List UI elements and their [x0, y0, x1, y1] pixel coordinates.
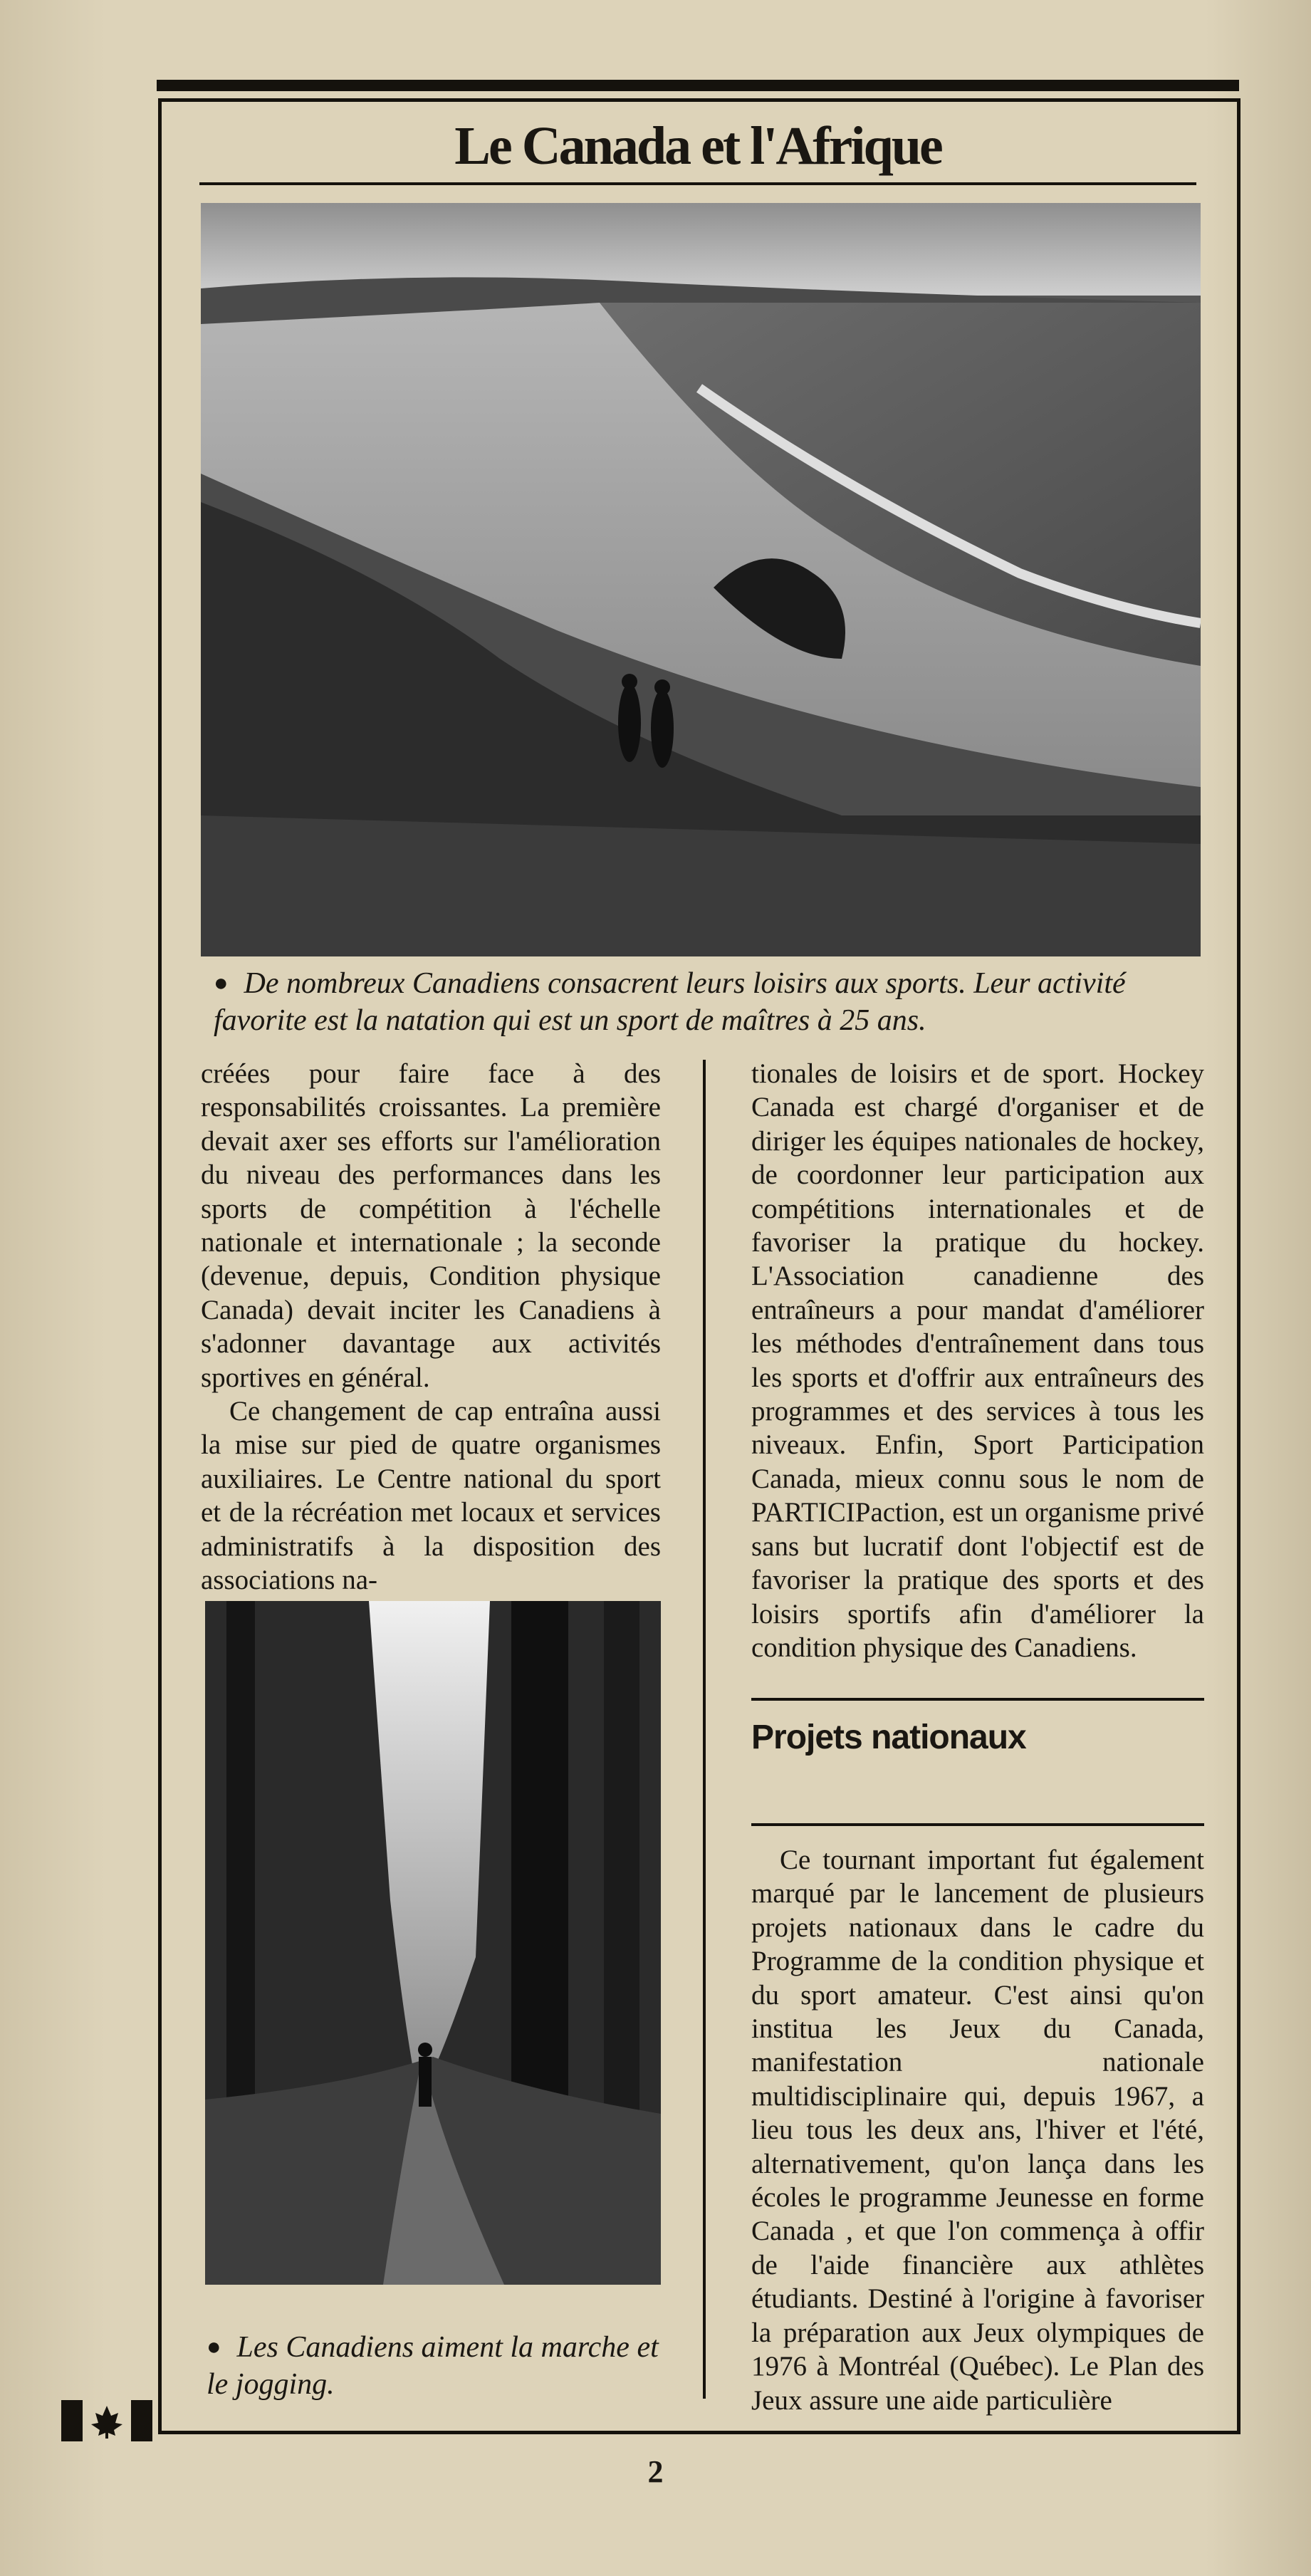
column-divider: [703, 1060, 706, 2399]
beach-photo: [201, 203, 1201, 956]
right-column-text-2: [751, 1843, 1204, 2417]
bullet-icon: ●: [207, 2334, 221, 2360]
section-rule-bottom: [751, 1823, 1204, 1826]
forest-photo: [205, 1601, 661, 2285]
beach-photo-caption: [214, 965, 1196, 1039]
canada-flag-logo-icon: [61, 2400, 152, 2441]
left-paragraph-1: créées pour faire face à des responsabilités croissantes. La première devait axer ses efforts sur l'amélioration du niveau des performances dans les sports de compétition à l'échelle nationale et internationale ; la seconde (devenue, depuis, Condition physique Canada) devait inciter les Canadiens à s'adonner davantage aux activités sportives en général.: [201, 1058, 661, 1393]
page-number: 2: [647, 2454, 664, 2489]
left-paragraph-2: Ce changement de cap entraîna aussi la mise sur pied de quatre organismes auxiliaires. Le Centre national du sport et de la récréation met locaux et services administratifs à la disposition des associations na-: [201, 1396, 661, 1596]
page-title: Le Canada et l'Afrique: [454, 116, 941, 176]
right-paragraph-1: tionales de loisirs et de sport. Hockey Canada est chargé d'organiser et de diriger les équipes nationales de hockey, de coordonner leur participation aux compétitions internationales et de favoriser la pratique du hockey. L'Association canadienne des entraîneurs a pour mandat d'améliorer les méthodes d'entraînement dans tous les sports et d'offrir aux entraîneurs des programmes et des services à tous les niveaux. Enfin, Sport Participation Canada, mieux connu sous le nom de PARTICIPaction, est un organisme privé sans but lucratif dont l'objectif est de favoriser la pratique des sports et des loisirs sportifs afin d'améliorer la condition physique des Canadiens.: [751, 1058, 1204, 1663]
right-paragraph-2: Ce tournant important fut également marqué par le lancement de plusieurs projets nationaux dans le cadre du Programme de la condition physique et du sport amateur. C'est ainsi qu'on institua les Jeux du Canada, manifestation nationale multidisciplinaire qui, depuis 1967, a lieu tous les deux ans, l'hiver et l'été, alternativement, qu'on lança dans les écoles le programme Jeunesse en forme Canada , et que l'on commença à offir de l'aide financière aux athlètes étudiants. Destiné à l'origine à favoriser la préparation aux Jeux olympiques de 1976 à Montréal (Québec). Le Plan des Jeux assure une aide particulière: [751, 1845, 1204, 2416]
right-column-text: [751, 1057, 1204, 1664]
left-column-text: [201, 1057, 661, 1597]
bullet-icon: ●: [214, 970, 229, 996]
beach-caption-text: De nombreux Canadiens consacrent leurs loisirs aux sports. Leur activité favorite est la natation qui est un sport de maîtres à 25 ans.: [214, 967, 1126, 1037]
section-rule-top: [751, 1698, 1204, 1701]
forest-photo-caption: [207, 2329, 659, 2403]
title-rule: [199, 182, 1196, 185]
section-heading: Projets nationaux: [751, 1719, 1026, 1756]
top-rule: [157, 80, 1239, 91]
forest-caption-text: Les Canadiens aiment la marche et le jogging.: [207, 2331, 659, 2401]
